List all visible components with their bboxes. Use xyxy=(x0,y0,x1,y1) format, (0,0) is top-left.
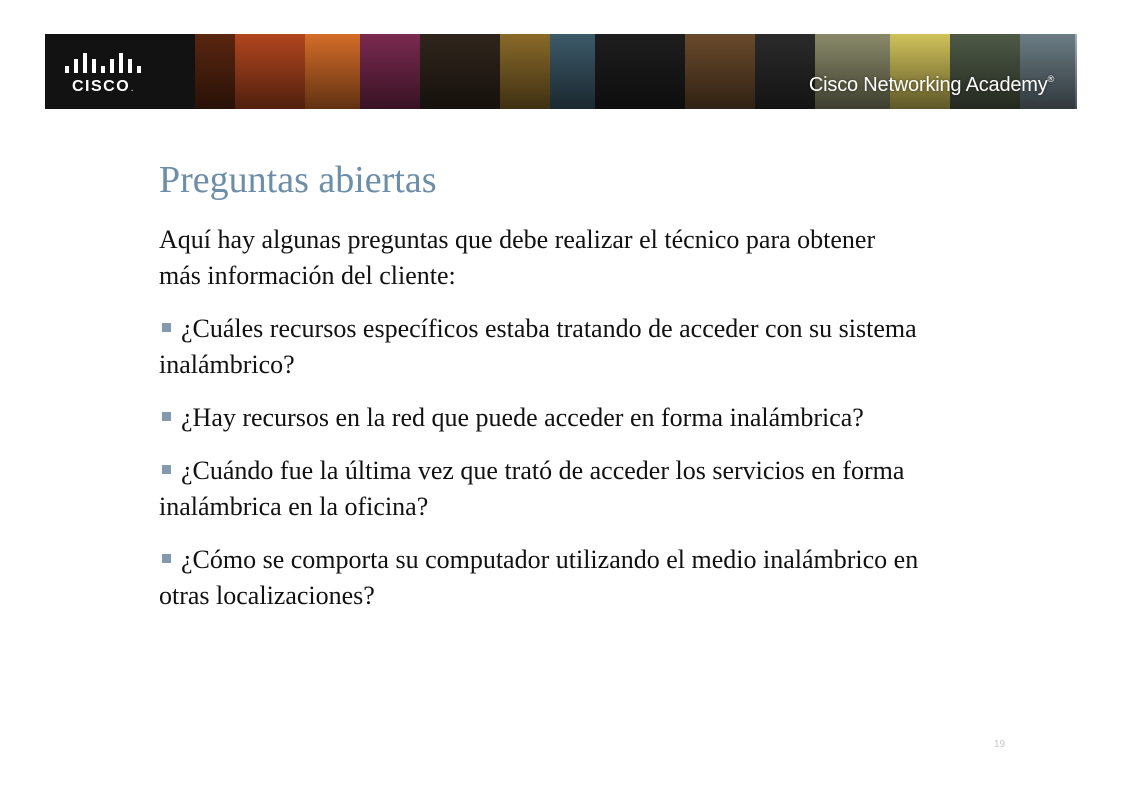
photo-strip-segment xyxy=(305,34,360,109)
bullet-text: ¿Cómo se comporta su computador utilizando el medio inalámbrico en otras localizaciones? xyxy=(159,545,919,610)
photo-strip-segment xyxy=(1075,34,1077,109)
cisco-wordmark: CISCO. xyxy=(72,78,134,95)
bullet-item xyxy=(159,542,919,614)
photo-strip-segment xyxy=(1020,34,1075,109)
bullet-text: ¿Hay recursos en la red que puede acceder en forma inalámbrica? xyxy=(181,403,864,432)
square-bullet-icon xyxy=(162,323,171,332)
photo-strip-segment xyxy=(235,34,305,109)
square-bullet-icon xyxy=(162,465,171,474)
bullet-item xyxy=(159,453,919,525)
bullet-item xyxy=(159,400,919,436)
photo-strip-segment xyxy=(195,34,235,109)
photo-strip-segment xyxy=(755,34,815,109)
cisco-logo xyxy=(45,34,195,109)
cisco-bridge-icon xyxy=(65,53,141,77)
photo-strip-segment xyxy=(360,34,420,109)
square-bullet-icon xyxy=(162,412,171,421)
slide-body xyxy=(159,222,919,631)
photo-strip-segment xyxy=(550,34,595,109)
square-bullet-icon xyxy=(162,554,171,563)
header-banner xyxy=(45,34,1077,109)
photo-strip-segment xyxy=(420,34,500,109)
photo-strip-segment xyxy=(685,34,755,109)
page-number: 19 xyxy=(994,739,1006,750)
photo-strip-segment xyxy=(815,34,890,109)
bullet-item xyxy=(159,311,919,383)
bullet-text: ¿Cuándo fue la última vez que trató de acceder los servicios en forma inalámbrica en la oficina? xyxy=(159,456,905,521)
photo-strip-segment xyxy=(500,34,550,109)
photo-strip-segment xyxy=(595,34,685,109)
intro-paragraph: Aquí hay algunas preguntas que debe realizar el técnico para obtener más información del cliente: xyxy=(159,225,876,290)
bullet-text: ¿Cuáles recursos específicos estaba tratando de acceder con su sistema inalámbrico? xyxy=(159,314,917,379)
photo-strip-segment xyxy=(890,34,950,109)
photo-strip-segment xyxy=(950,34,1020,109)
academy-logo-text: Cisco Networking Academy® xyxy=(808,74,1054,96)
slide-title: Preguntas abiertas xyxy=(159,159,437,201)
student-photo-collage xyxy=(195,34,1077,109)
